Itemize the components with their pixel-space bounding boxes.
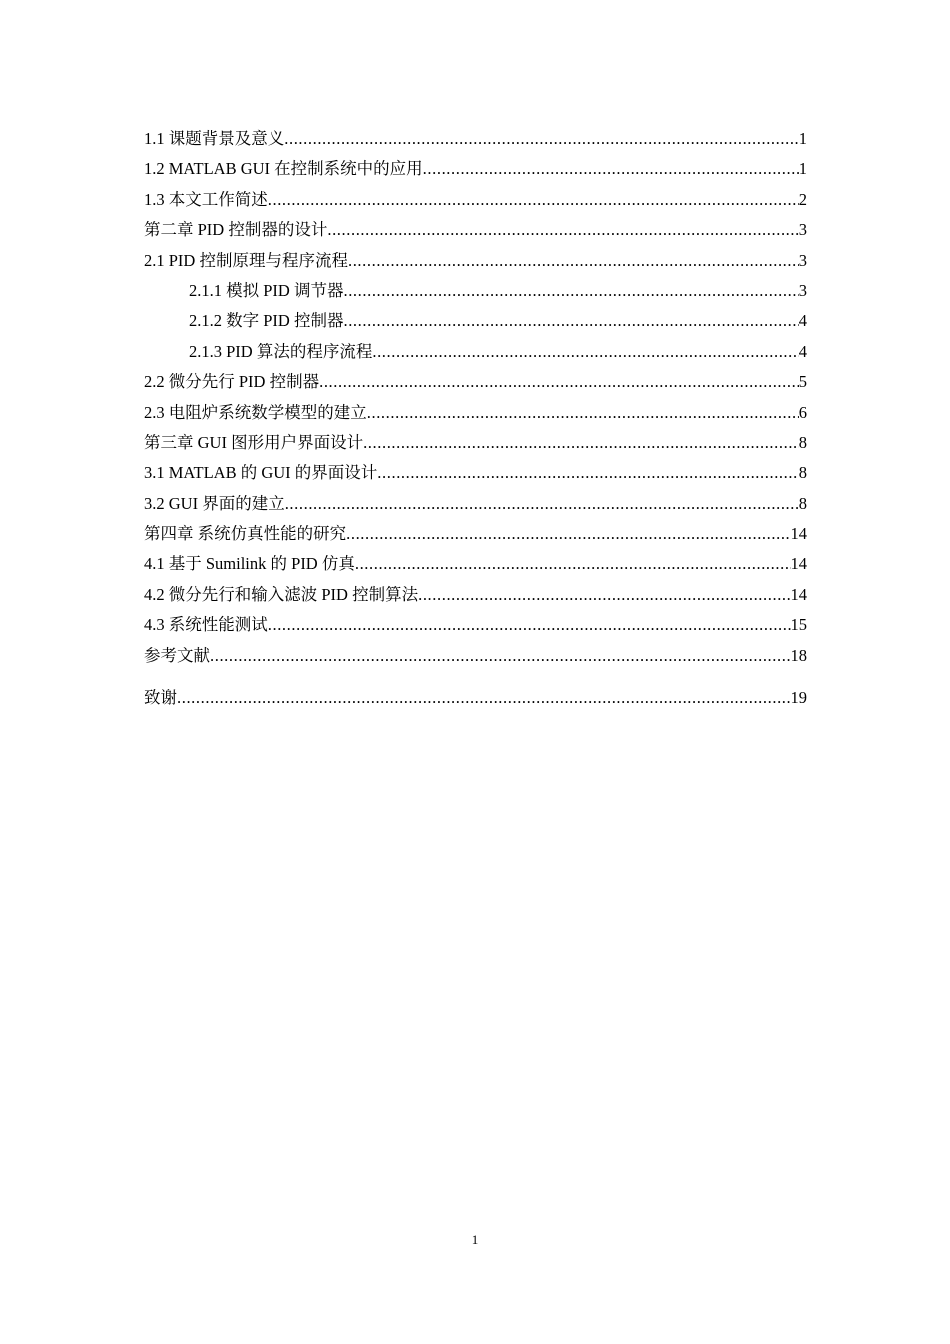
table-of-contents xyxy=(144,124,807,713)
toc-dot-leader xyxy=(372,337,798,367)
toc-dot-leader xyxy=(210,641,791,671)
toc-entry-page: 18 xyxy=(790,645,807,665)
toc-dot-leader xyxy=(363,428,799,458)
toc-entry-title: 3.2 GUI 界面的建立 xyxy=(144,493,285,513)
toc-entry-1-2[interactable] xyxy=(144,154,807,184)
toc-entry-2-2[interactable] xyxy=(144,367,807,397)
toc-entry-4-3[interactable] xyxy=(144,610,807,640)
toc-entry-page: 4 xyxy=(798,341,807,361)
toc-entry-chapter-4[interactable] xyxy=(144,519,807,549)
toc-entry-acknowledgements[interactable] xyxy=(144,683,807,713)
toc-entry-page: 14 xyxy=(790,524,807,544)
toc-entry-chapter-2[interactable] xyxy=(144,215,807,245)
toc-entry-title: 2.2 微分先行 PID 控制器 xyxy=(144,372,320,392)
toc-dot-leader xyxy=(348,246,799,276)
toc-dot-leader xyxy=(177,683,791,713)
toc-entry-title: 2.3 电阻炉系统数学模型的建立 xyxy=(144,402,367,422)
toc-dot-leader xyxy=(268,610,791,640)
toc-entry-page: 2 xyxy=(798,189,807,209)
toc-dot-leader xyxy=(285,489,799,519)
toc-entry-3-2[interactable] xyxy=(144,489,807,519)
toc-dot-leader xyxy=(327,215,798,245)
toc-entry-page: 15 xyxy=(790,615,807,635)
toc-dot-leader xyxy=(367,398,799,428)
toc-entry-page: 5 xyxy=(798,372,807,392)
toc-entry-references[interactable] xyxy=(144,641,807,671)
toc-entry-page: 19 xyxy=(790,688,807,708)
toc-entry-title: 参考文献 xyxy=(144,645,210,665)
toc-entry-page: 6 xyxy=(798,402,807,422)
toc-dot-leader xyxy=(319,367,799,397)
toc-dot-leader xyxy=(418,580,790,610)
toc-entry-title: 2.1 PID 控制原理与程序流程 xyxy=(144,250,348,270)
toc-entry-4-1[interactable] xyxy=(144,549,807,579)
toc-entry-title: 4.1 基于 Sumilink 的 PID 仿真 xyxy=(144,554,355,574)
toc-entry-page: 14 xyxy=(790,584,807,604)
toc-entry-title: 第二章 PID 控制器的设计 xyxy=(144,220,328,240)
toc-entry-page: 8 xyxy=(798,493,807,513)
toc-entry-2-1-3[interactable] xyxy=(144,337,807,367)
toc-dot-leader xyxy=(343,276,798,306)
toc-entry-title: 3.1 MATLAB 的 GUI 的界面设计 xyxy=(144,463,378,483)
toc-entry-title: 2.1.2 数字 PID 控制器 xyxy=(189,311,344,331)
toc-dot-leader xyxy=(423,154,799,184)
toc-entry-title: 第四章 系统仿真性能的研究 xyxy=(144,524,347,544)
toc-entry-page: 1 xyxy=(798,129,807,148)
toc-dot-leader xyxy=(355,549,791,579)
toc-dot-leader xyxy=(268,185,799,215)
toc-entry-2-3[interactable] xyxy=(144,398,807,428)
toc-entry-title: 1.1 课题背景及意义 xyxy=(144,129,285,148)
toc-dot-leader xyxy=(343,306,798,336)
toc-dot-leader xyxy=(377,458,798,488)
toc-entry-title: 4.3 系统性能测试 xyxy=(144,615,268,635)
toc-entry-page: 1 xyxy=(798,159,807,179)
toc-entry-1-1[interactable] xyxy=(144,124,807,154)
page-number: 1 xyxy=(471,1232,479,1247)
toc-entry-1-3[interactable] xyxy=(144,185,807,215)
toc-entry-page: 4 xyxy=(798,311,807,331)
toc-entry-page: 3 xyxy=(798,250,807,270)
toc-entry-page: 8 xyxy=(798,463,807,483)
toc-entry-4-2[interactable] xyxy=(144,580,807,610)
toc-entry-title: 4.2 微分先行和输入滤波 PID 控制算法 xyxy=(144,584,419,604)
toc-dot-leader xyxy=(284,124,799,154)
toc-entry-2-1[interactable] xyxy=(144,246,807,276)
toc-entry-3-1[interactable] xyxy=(144,458,807,488)
toc-entry-title: 第三章 GUI 图形用户界面设计 xyxy=(144,432,364,452)
toc-entry-title: 2.1.1 模拟 PID 调节器 xyxy=(189,280,344,300)
toc-entry-title: 2.1.3 PID 算法的程序流程 xyxy=(189,341,373,361)
toc-entry-2-1-2[interactable] xyxy=(144,306,807,336)
toc-entry-title: 致谢 xyxy=(144,688,177,708)
toc-entry-page: 8 xyxy=(798,432,807,452)
toc-entry-title: 1.2 MATLAB GUI 在控制系统中的应用 xyxy=(144,159,423,179)
toc-entry-chapter-3[interactable] xyxy=(144,428,807,458)
toc-entry-2-1-1[interactable] xyxy=(144,276,807,306)
toc-entry-title: 1.3 本文工作简述 xyxy=(144,189,268,209)
toc-dot-leader xyxy=(346,519,790,549)
toc-entry-page: 3 xyxy=(798,220,807,240)
toc-entry-page: 3 xyxy=(798,280,807,300)
toc-entry-page: 14 xyxy=(790,554,807,574)
